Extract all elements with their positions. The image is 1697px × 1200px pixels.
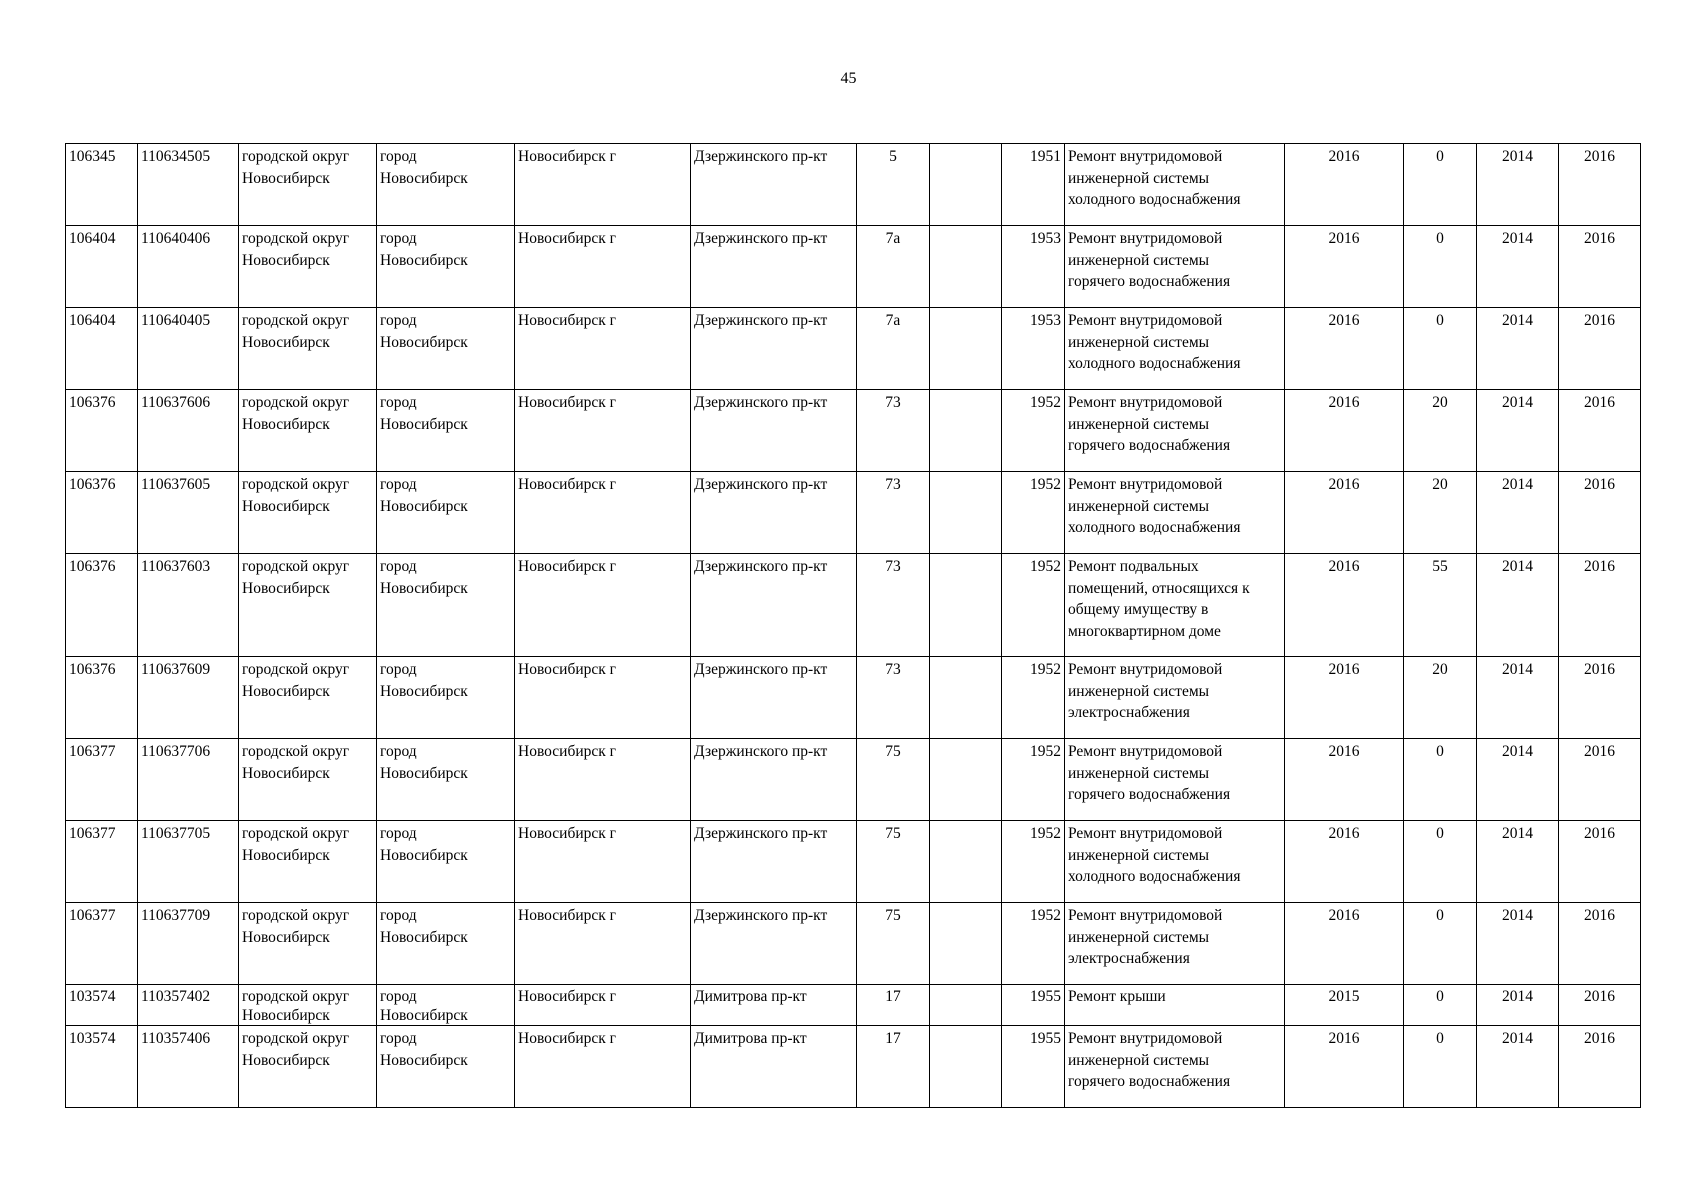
cell-work — [1065, 1026, 1285, 1108]
cell-work-line: Ремонт внутридомовой — [1068, 476, 1223, 493]
cell-work-line: Ремонт внутридомовой — [1068, 1030, 1223, 1047]
cell-period-end: 2016 — [1559, 472, 1641, 554]
cell-district — [239, 390, 377, 472]
cell-district-line: городской округ — [242, 148, 350, 165]
cell-work-line: инженерной системы — [1068, 333, 1210, 351]
cell-period-start: 2014 — [1477, 144, 1559, 226]
cell-work — [1065, 554, 1285, 657]
cell-year-built: 1955 — [1002, 1026, 1065, 1108]
cell-settlement-line: Новосибирск — [380, 579, 468, 597]
cell-wear: 0 — [1404, 903, 1477, 985]
cell-work-line: помещений, относящихся к — [1068, 579, 1250, 597]
cell-id: 106345 — [66, 144, 138, 226]
cell-district-line: городской округ — [242, 907, 350, 924]
cell-settlement-line: город — [380, 661, 417, 678]
cell-work-line: холодного водоснабжения — [1068, 191, 1241, 208]
cell-city: Новосибирск г — [515, 903, 691, 985]
cell-work-line: горячего водоснабжения — [1068, 437, 1231, 454]
cell-wear: 0 — [1404, 308, 1477, 390]
cell-district — [239, 144, 377, 226]
cell-house: 73 — [857, 657, 930, 739]
cell-year-built: 1952 — [1002, 739, 1065, 821]
cell-work-line: инженерной системы — [1068, 764, 1210, 782]
cell-id: 106404 — [66, 308, 138, 390]
registry-table — [65, 143, 1641, 1108]
table-row — [66, 390, 1641, 472]
cell-work-line: Ремонт внутридомовой — [1068, 825, 1223, 842]
cell-district-line: городской округ — [242, 394, 350, 411]
table-row — [66, 144, 1641, 226]
cell-district — [239, 821, 377, 903]
cell-work-line: электроснабжения — [1068, 704, 1190, 721]
cell-planned-year: 2016 — [1285, 554, 1404, 657]
table-row — [66, 657, 1641, 739]
cell-district — [239, 1026, 377, 1108]
cell-work-line: инженерной системы — [1068, 497, 1210, 515]
cell-code: 110637606 — [138, 390, 239, 472]
cell-district-line: Новосибирск — [242, 497, 330, 515]
table-row — [66, 985, 1641, 1026]
cell-district — [239, 739, 377, 821]
table-body — [66, 144, 1641, 1108]
cell-planned-year: 2016 — [1285, 472, 1404, 554]
cell-work-line: горячего водоснабжения — [1068, 786, 1231, 803]
cell-settlement-line: город — [380, 558, 417, 575]
cell-extra — [930, 144, 1002, 226]
cell-work-line: холодного водоснабжения — [1068, 868, 1241, 885]
cell-district — [239, 554, 377, 657]
cell-district-line: городской округ — [242, 825, 350, 842]
cell-year-built: 1952 — [1002, 472, 1065, 554]
cell-period-end: 2016 — [1559, 903, 1641, 985]
cell-house: 73 — [857, 472, 930, 554]
cell-street: Дзержинского пр-кт — [691, 472, 857, 554]
cell-city: Новосибирск г — [515, 657, 691, 739]
cell-period-start: 2014 — [1477, 657, 1559, 739]
cell-period-start: 2014 — [1477, 308, 1559, 390]
cell-district — [239, 308, 377, 390]
cell-id: 106376 — [66, 554, 138, 657]
cell-work-line: инженерной системы — [1068, 251, 1210, 269]
cell-work-line: общему имуществу в — [1068, 601, 1209, 618]
cell-id: 103574 — [66, 1026, 138, 1108]
cell-year-built: 1951 — [1002, 144, 1065, 226]
cell-work-line: Ремонт внутридомовой — [1068, 394, 1223, 411]
cell-settlement-line: Новосибирск — [380, 846, 468, 864]
cell-house: 75 — [857, 903, 930, 985]
cell-house: 17 — [857, 985, 930, 1026]
table-row — [66, 821, 1641, 903]
cell-district — [239, 226, 377, 308]
cell-settlement — [377, 739, 515, 821]
cell-period-end: 2016 — [1559, 985, 1641, 1026]
cell-id: 106376 — [66, 390, 138, 472]
cell-period-end: 2016 — [1559, 739, 1641, 821]
cell-district — [239, 903, 377, 985]
cell-planned-year: 2016 — [1285, 903, 1404, 985]
cell-wear: 0 — [1404, 821, 1477, 903]
cell-extra — [930, 1026, 1002, 1108]
cell-settlement — [377, 554, 515, 657]
cell-settlement-line: Новосибирск — [380, 1051, 468, 1069]
cell-planned-year: 2016 — [1285, 226, 1404, 308]
cell-period-end: 2016 — [1559, 144, 1641, 226]
cell-street: Дзержинского пр-кт — [691, 821, 857, 903]
cell-id: 106377 — [66, 903, 138, 985]
cell-house: 7а — [857, 308, 930, 390]
cell-work — [1065, 657, 1285, 739]
cell-city: Новосибирск г — [515, 739, 691, 821]
cell-district-line: Новосибирск — [242, 251, 330, 269]
cell-work — [1065, 144, 1285, 226]
cell-year-built: 1952 — [1002, 903, 1065, 985]
cell-planned-year: 2016 — [1285, 1026, 1404, 1108]
cell-code: 110637605 — [138, 472, 239, 554]
cell-work — [1065, 390, 1285, 472]
cell-planned-year: 2016 — [1285, 144, 1404, 226]
cell-district-line: городской округ — [242, 743, 350, 760]
cell-settlement-line: Новосибирск — [380, 1007, 468, 1024]
cell-street: Дзержинского пр-кт — [691, 554, 857, 657]
cell-settlement-line: Новосибирск — [380, 928, 468, 946]
cell-settlement-line: город — [380, 476, 417, 493]
cell-city: Новосибирск г — [515, 985, 691, 1026]
cell-settlement — [377, 144, 515, 226]
cell-district-line: Новосибирск — [242, 846, 330, 864]
cell-extra — [930, 390, 1002, 472]
cell-code: 110637609 — [138, 657, 239, 739]
table-row — [66, 472, 1641, 554]
cell-house: 75 — [857, 821, 930, 903]
cell-code: 110637705 — [138, 821, 239, 903]
cell-period-start: 2014 — [1477, 554, 1559, 657]
cell-settlement — [377, 657, 515, 739]
cell-period-end: 2016 — [1559, 554, 1641, 657]
cell-settlement-line: город — [380, 988, 417, 1005]
cell-district-line: Новосибирск — [242, 579, 330, 597]
cell-planned-year: 2016 — [1285, 657, 1404, 739]
cell-year-built: 1953 — [1002, 226, 1065, 308]
cell-city: Новосибирск г — [515, 554, 691, 657]
table-row — [66, 1026, 1641, 1108]
cell-wear: 55 — [1404, 554, 1477, 657]
cell-year-built: 1952 — [1002, 821, 1065, 903]
cell-wear: 0 — [1404, 739, 1477, 821]
cell-street: Дзержинского пр-кт — [691, 657, 857, 739]
cell-district-line: Новосибирск — [242, 928, 330, 946]
cell-street: Димитрова пр-кт — [691, 1026, 857, 1108]
cell-period-start: 2014 — [1477, 390, 1559, 472]
cell-settlement — [377, 308, 515, 390]
cell-work — [1065, 472, 1285, 554]
cell-work — [1065, 903, 1285, 985]
page-number: 45 — [840, 70, 857, 87]
cell-extra — [930, 554, 1002, 657]
cell-city: Новосибирск г — [515, 1026, 691, 1108]
cell-work — [1065, 226, 1285, 308]
cell-work-line: холодного водоснабжения — [1068, 519, 1241, 536]
cell-street: Дзержинского пр-кт — [691, 144, 857, 226]
cell-period-end: 2016 — [1559, 308, 1641, 390]
cell-street: Дзержинского пр-кт — [691, 226, 857, 308]
cell-settlement — [377, 226, 515, 308]
cell-work-line: инженерной системы — [1068, 928, 1210, 946]
cell-district-line: Новосибирск — [242, 1051, 330, 1069]
cell-work-line: холодного водоснабжения — [1068, 355, 1241, 372]
cell-id: 106376 — [66, 657, 138, 739]
cell-extra — [930, 739, 1002, 821]
cell-settlement — [377, 821, 515, 903]
cell-settlement — [377, 903, 515, 985]
cell-district-line: Новосибирск — [242, 1007, 330, 1024]
cell-work — [1065, 821, 1285, 903]
cell-settlement — [377, 1026, 515, 1108]
cell-code: 110634505 — [138, 144, 239, 226]
cell-wear: 20 — [1404, 390, 1477, 472]
cell-wear: 20 — [1404, 657, 1477, 739]
cell-settlement-line: город — [380, 743, 417, 760]
table-row — [66, 308, 1641, 390]
cell-house: 73 — [857, 390, 930, 472]
cell-planned-year: 2016 — [1285, 390, 1404, 472]
cell-city: Новосибирск г — [515, 308, 691, 390]
cell-settlement-line: город — [380, 825, 417, 842]
cell-settlement-line: Новосибирск — [380, 764, 468, 782]
cell-period-end: 2016 — [1559, 821, 1641, 903]
cell-work-line: Ремонт внутридомовой — [1068, 148, 1223, 165]
cell-year-built: 1955 — [1002, 985, 1065, 1026]
cell-district-line: Новосибирск — [242, 169, 330, 187]
cell-planned-year: 2016 — [1285, 308, 1404, 390]
cell-work-line: инженерной системы — [1068, 169, 1210, 187]
cell-district-line: Новосибирск — [242, 764, 330, 782]
cell-work-line: горячего водоснабжения — [1068, 273, 1231, 290]
cell-wear: 0 — [1404, 1026, 1477, 1108]
cell-code: 110357402 — [138, 985, 239, 1026]
cell-work-line: Ремонт внутридомовой — [1068, 907, 1223, 924]
cell-settlement-line: город — [380, 148, 417, 165]
cell-code: 110640405 — [138, 308, 239, 390]
cell-period-start: 2014 — [1477, 472, 1559, 554]
cell-settlement-line: город — [380, 230, 417, 247]
cell-settlement-line: город — [380, 394, 417, 411]
cell-district — [239, 985, 377, 1026]
cell-id: 106377 — [66, 739, 138, 821]
cell-district — [239, 657, 377, 739]
cell-period-start: 2014 — [1477, 985, 1559, 1026]
cell-id: 103574 — [66, 985, 138, 1026]
cell-district-line: городской округ — [242, 476, 350, 493]
cell-year-built: 1952 — [1002, 390, 1065, 472]
cell-street: Димитрова пр-кт — [691, 985, 857, 1026]
cell-period-end: 2016 — [1559, 226, 1641, 308]
cell-year-built: 1952 — [1002, 657, 1065, 739]
cell-year-built: 1953 — [1002, 308, 1065, 390]
cell-work-line: инженерной системы — [1068, 1051, 1210, 1069]
cell-planned-year: 2015 — [1285, 985, 1404, 1026]
cell-street: Дзержинского пр-кт — [691, 308, 857, 390]
cell-settlement-line: Новосибирск — [380, 333, 468, 351]
cell-work-line: Ремонт подвальных — [1068, 558, 1199, 575]
cell-district-line: Новосибирск — [242, 333, 330, 351]
cell-code: 110357406 — [138, 1026, 239, 1108]
cell-id: 106376 — [66, 472, 138, 554]
cell-district-line: Новосибирск — [242, 415, 330, 433]
cell-street: Дзержинского пр-кт — [691, 903, 857, 985]
cell-extra — [930, 985, 1002, 1026]
cell-city: Новосибирск г — [515, 144, 691, 226]
cell-code: 110637603 — [138, 554, 239, 657]
cell-work-line: инженерной системы — [1068, 846, 1210, 864]
table-row — [66, 739, 1641, 821]
cell-extra — [930, 657, 1002, 739]
cell-settlement — [377, 985, 515, 1026]
cell-period-start: 2014 — [1477, 226, 1559, 308]
cell-settlement-line: Новосибирск — [380, 251, 468, 269]
cell-wear: 0 — [1404, 144, 1477, 226]
cell-period-end: 2016 — [1559, 657, 1641, 739]
cell-year-built: 1952 — [1002, 554, 1065, 657]
cell-period-start: 2014 — [1477, 821, 1559, 903]
table-row — [66, 226, 1641, 308]
cell-settlement-line: Новосибирск — [380, 415, 468, 433]
cell-work-line: инженерной системы — [1068, 415, 1210, 433]
cell-district-line: городской округ — [242, 312, 350, 329]
cell-settlement-line: Новосибирск — [380, 497, 468, 515]
cell-planned-year: 2016 — [1285, 821, 1404, 903]
cell-district — [239, 472, 377, 554]
cell-work-line: инженерной системы — [1068, 682, 1210, 700]
cell-work-line: Ремонт крыши — [1068, 988, 1166, 1005]
cell-settlement — [377, 390, 515, 472]
cell-extra — [930, 821, 1002, 903]
cell-period-end: 2016 — [1559, 390, 1641, 472]
cell-period-end: 2016 — [1559, 1026, 1641, 1108]
cell-work-line: многоквартирном доме — [1068, 622, 1221, 640]
cell-planned-year: 2016 — [1285, 739, 1404, 821]
cell-extra — [930, 472, 1002, 554]
cell-work-line: Ремонт внутридомовой — [1068, 312, 1223, 329]
cell-work — [1065, 739, 1285, 821]
cell-district-line: городской округ — [242, 988, 350, 1005]
cell-city: Новосибирск г — [515, 472, 691, 554]
cell-settlement-line: город — [380, 312, 417, 329]
cell-work — [1065, 985, 1285, 1026]
cell-settlement-line: город — [380, 907, 417, 924]
cell-work-line: Ремонт внутридомовой — [1068, 661, 1223, 678]
cell-id: 106377 — [66, 821, 138, 903]
cell-period-start: 2014 — [1477, 1026, 1559, 1108]
cell-work-line: горячего водоснабжения — [1068, 1073, 1231, 1090]
cell-street: Дзержинского пр-кт — [691, 739, 857, 821]
cell-settlement-line: Новосибирск — [380, 169, 468, 187]
cell-wear: 20 — [1404, 472, 1477, 554]
cell-extra — [930, 226, 1002, 308]
cell-code: 110640406 — [138, 226, 239, 308]
cell-work-line: Ремонт внутридомовой — [1068, 743, 1223, 760]
cell-settlement-line: Новосибирск — [380, 682, 468, 700]
cell-extra — [930, 308, 1002, 390]
cell-house: 17 — [857, 1026, 930, 1108]
cell-id: 106404 — [66, 226, 138, 308]
cell-district-line: городской округ — [242, 558, 350, 575]
cell-house: 7а — [857, 226, 930, 308]
cell-extra — [930, 903, 1002, 985]
cell-house: 75 — [857, 739, 930, 821]
cell-city: Новосибирск г — [515, 226, 691, 308]
cell-settlement — [377, 472, 515, 554]
cell-district-line: городской округ — [242, 661, 350, 678]
cell-code: 110637709 — [138, 903, 239, 985]
cell-wear: 0 — [1404, 226, 1477, 308]
table-row — [66, 554, 1641, 657]
cell-work-line: Ремонт внутридомовой — [1068, 230, 1223, 247]
cell-settlement-line: город — [380, 1030, 417, 1047]
cell-work — [1065, 308, 1285, 390]
cell-period-start: 2014 — [1477, 903, 1559, 985]
cell-street: Дзержинского пр-кт — [691, 390, 857, 472]
cell-city: Новосибирск г — [515, 390, 691, 472]
cell-district-line: городской округ — [242, 230, 350, 247]
cell-period-start: 2014 — [1477, 739, 1559, 821]
table-row — [66, 903, 1641, 985]
cell-district-line: городской округ — [242, 1030, 350, 1047]
cell-wear: 0 — [1404, 985, 1477, 1026]
cell-house: 5 — [857, 144, 930, 226]
cell-work-line: электроснабжения — [1068, 950, 1190, 967]
cell-code: 110637706 — [138, 739, 239, 821]
cell-district-line: Новосибирск — [242, 682, 330, 700]
cell-city: Новосибирск г — [515, 821, 691, 903]
cell-house: 73 — [857, 554, 930, 657]
